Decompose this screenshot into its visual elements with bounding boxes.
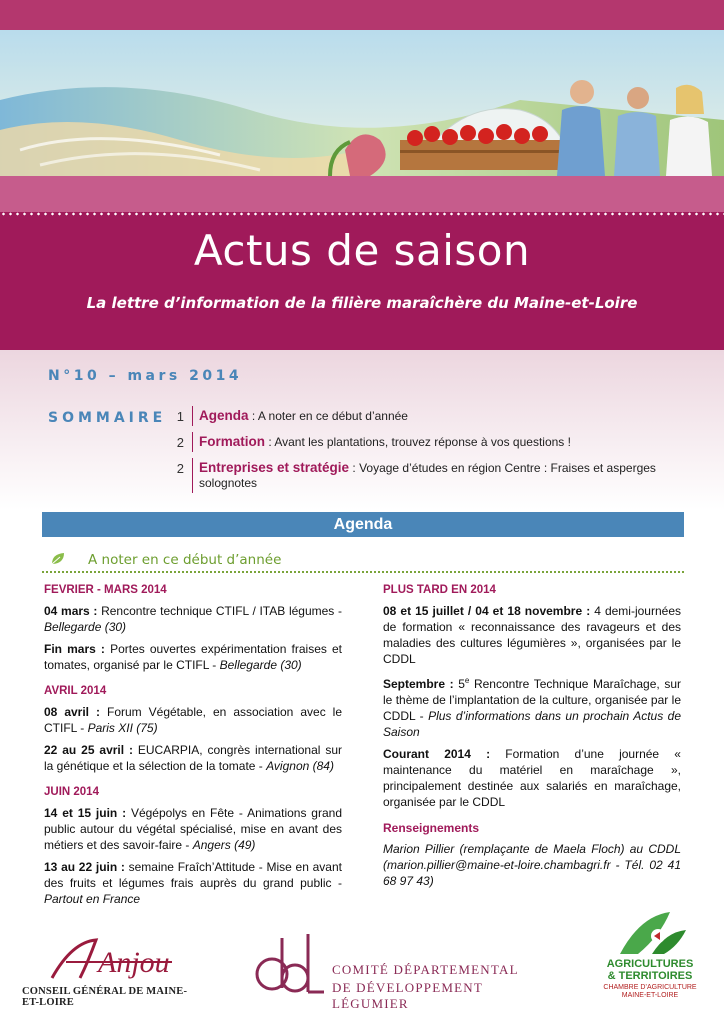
entry-place: Paris XII (75) bbox=[87, 721, 158, 735]
issue-number: N°10 – mars 2014 bbox=[48, 368, 243, 384]
toc-entry-title: Entreprises et stratégie bbox=[199, 460, 350, 475]
entry-text: Forum Végétable, en association avec le CTIFL - bbox=[44, 705, 343, 735]
agenda-subsection-title: A noter en ce début d’année bbox=[88, 552, 282, 568]
entry-place: Bellegarde (30) bbox=[44, 620, 127, 634]
sommaire-label: SOMMAIRE bbox=[48, 410, 167, 426]
header-illustration bbox=[0, 30, 724, 176]
anjou-logo-label: CONSEIL GÉNÉRAL DE MAINE-ET-LOIRE bbox=[22, 986, 188, 1008]
agri-logo-line3 bbox=[600, 984, 700, 1000]
toc-entry bbox=[192, 432, 571, 452]
contact-info bbox=[383, 841, 681, 889]
toc-entry-desc: : Avant les plantations, trouvez réponse à vos questions ! bbox=[265, 435, 571, 449]
entry-date: Courant 2014 : bbox=[383, 747, 506, 761]
entry-text: Formation d’une journée « maintenance du matériel en maraîchage », principalement destinée aux salariés en maraîchage, organisée par le CDDL bbox=[383, 747, 681, 809]
entry-date: 22 au 25 avril : bbox=[44, 743, 138, 757]
chambre-agriculture-logo bbox=[600, 906, 700, 1010]
agenda-entry bbox=[44, 704, 342, 736]
toc-page-number: 2 bbox=[176, 435, 184, 450]
entry-date: Fin mars : bbox=[44, 642, 111, 656]
agenda-right-column bbox=[383, 582, 681, 895]
dotted-divider bbox=[0, 212, 724, 216]
toc-page-number: 1 bbox=[176, 409, 184, 424]
cddl-name-line1: COMITÉ DÉPARTEMENTAL bbox=[332, 962, 519, 977]
agenda-left-column bbox=[44, 582, 342, 913]
anjou-logo bbox=[22, 932, 200, 1008]
entry-ordinal-suffix: e bbox=[464, 676, 470, 685]
toc-item[interactable] bbox=[172, 432, 692, 452]
page-subtitle: La lettre d’information de la filière maraîchère du Maine-et-Loire bbox=[86, 294, 638, 312]
contact-text: Marion Pillier (remplaçante de Maela Floch) au CDDL (marion.pillier@maine-et-loire.chambagri.fr - Tél. 02 41 68 97 43) bbox=[383, 842, 681, 888]
month-heading: FEVRIER - MARS 2014 bbox=[44, 584, 167, 596]
toc-entry-desc: : A noter en ce début d’année bbox=[248, 409, 408, 423]
agenda-entry bbox=[44, 603, 342, 635]
entry-date: 08 avril : bbox=[44, 705, 107, 719]
month-heading: AVRIL 2014 bbox=[44, 685, 107, 697]
anjou-script-text: Anjou bbox=[98, 946, 170, 979]
entry-place: Avignon (84) bbox=[266, 759, 334, 773]
toc-entry bbox=[192, 458, 692, 493]
agri-logo-chambre: CHAMBRE D’AGRICULTURE bbox=[603, 984, 697, 991]
agriculture-emblem-icon bbox=[600, 906, 700, 958]
toc-item[interactable] bbox=[172, 458, 692, 493]
entry-text: EUCARPIA, congrès international sur la génétique et la sélection de la tomate - bbox=[44, 743, 342, 773]
page-title: Actus de saison bbox=[193, 226, 531, 275]
title-band bbox=[0, 176, 724, 350]
toc-entry bbox=[192, 406, 408, 426]
entry-place: Angers (49) bbox=[192, 838, 256, 852]
entry-place: Partout en France bbox=[44, 892, 141, 906]
agenda-subsection-header bbox=[42, 551, 684, 573]
entry-date: 14 et 15 juin : bbox=[44, 806, 131, 820]
band-top-stripe bbox=[0, 176, 724, 212]
cddl-name-line2: DE DÉVELOPPEMENT LÉGUMIER bbox=[332, 980, 483, 1011]
entry-date: 13 au 22 juin : bbox=[44, 860, 129, 874]
toc-entry-desc: : Voyage d’études en région Centre : Fraises et asperges solognotes bbox=[199, 461, 656, 490]
entry-text: Rencontre technique CTIFL / ITAB légumes - bbox=[101, 604, 342, 618]
agenda-entry bbox=[44, 641, 342, 673]
agenda-section-header: Agenda bbox=[42, 512, 684, 537]
agenda-entry bbox=[44, 805, 342, 853]
month-heading: PLUS TARD EN 2014 bbox=[383, 584, 496, 596]
entry-text: semaine Fraîch’Attitude - Mise en avant des fruits et légumes frais auprès du grand public - bbox=[44, 860, 342, 890]
top-strip bbox=[0, 0, 724, 30]
agenda-entry bbox=[44, 859, 342, 907]
agenda-entry bbox=[44, 742, 342, 774]
agenda-entry bbox=[383, 746, 681, 810]
entry-text: Rencontre Technique Maraîchage, sur le thème de l’implantation de la culture, organisée par le CDDL - bbox=[383, 677, 681, 723]
entry-note: Plus d’informations dans un prochain Actus de Saison bbox=[383, 709, 681, 739]
entry-date: 04 mars : bbox=[44, 604, 102, 618]
leaf-icon bbox=[50, 552, 66, 566]
entry-date: Septembre : bbox=[383, 677, 459, 691]
toc-item[interactable] bbox=[172, 406, 692, 426]
contact-heading: Renseignements bbox=[383, 821, 480, 835]
table-of-contents bbox=[172, 406, 692, 499]
entry-ordinal: 5 bbox=[458, 677, 465, 691]
month-heading: JUIN 2014 bbox=[44, 786, 99, 798]
entry-text: Végépolys en Fête - Animations grand public autour du végétal spécialisé, mise en avant des métiers et des savoir-faire - bbox=[44, 806, 342, 852]
toc-entry-title: Agenda bbox=[199, 408, 249, 423]
agenda-entry bbox=[383, 673, 681, 740]
entry-place: Bellegarde (30) bbox=[219, 658, 302, 672]
entry-date: 08 et 15 juillet / 04 et 18 novembre : bbox=[383, 604, 595, 618]
cddl-monogram-icon bbox=[250, 928, 330, 1008]
entry-text: 4 demi-journées de formation « reconnaissance des ravageurs et des maladies des cultures légumières », organisées par le CDDL bbox=[383, 604, 681, 666]
cddl-logo bbox=[250, 928, 550, 1011]
agri-logo-departement: MAINE-ET-LOIRE bbox=[621, 992, 679, 999]
agri-logo-line2: & TERRITOIRES bbox=[607, 970, 693, 982]
toc-entry-title: Formation bbox=[199, 434, 265, 449]
entry-text: Portes ouvertes expérimentation fraises et tomates, organisé par le CTIFL - bbox=[44, 642, 343, 672]
toc-page-number: 2 bbox=[176, 461, 184, 476]
agri-logo-line1: AGRICULTURES bbox=[606, 958, 694, 970]
agenda-entry bbox=[383, 603, 681, 667]
anjou-script-mark bbox=[22, 932, 200, 986]
